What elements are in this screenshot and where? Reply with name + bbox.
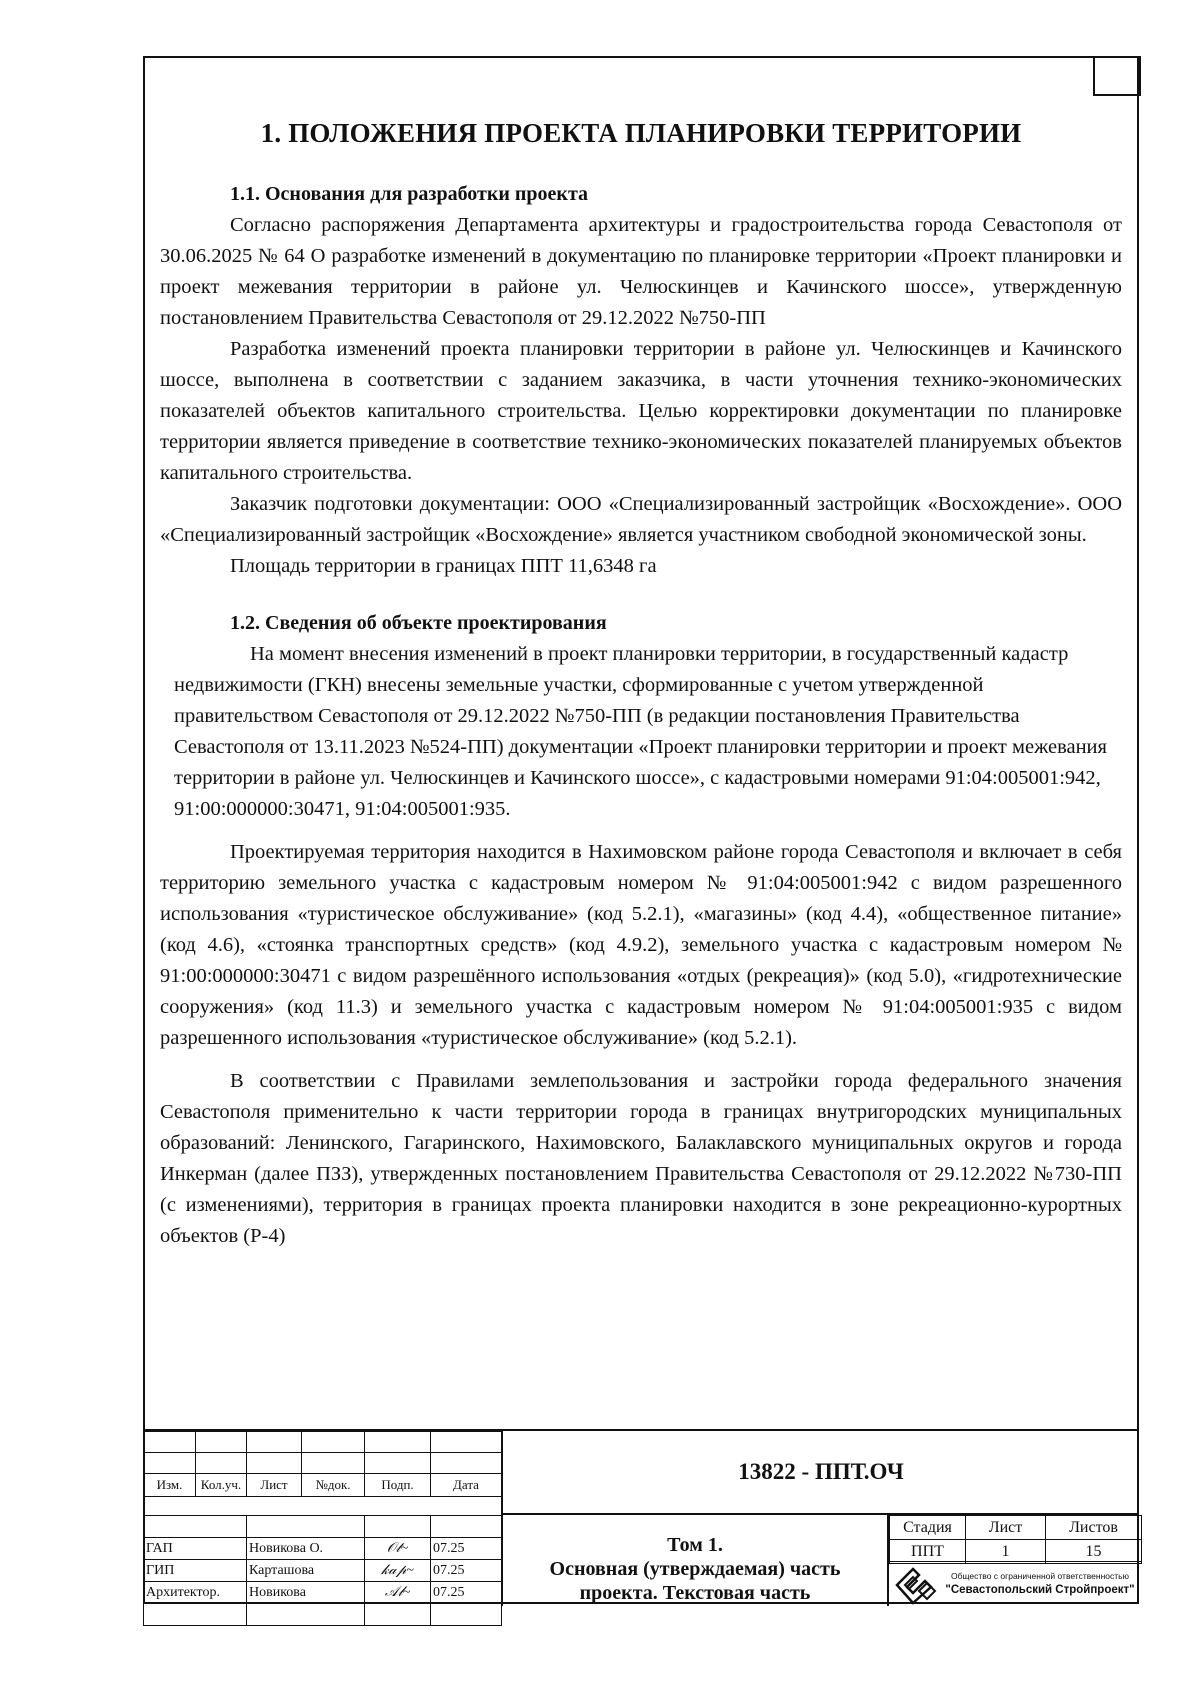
company-logo-icon <box>893 1565 939 1605</box>
signer-name: Новикова <box>247 1582 365 1604</box>
section-2-paragraph: В соответствии с Правилами землепользования и застройки города федерального значения Севастополя применительно к части территории города в границах внутригородских муниципальных образований: Ленинского, Гагаринского, Нахимовского, Балаклавского муниципальных округов и города Инкерман (далее ПЗЗ), утвержденных постановлением Правительства Севастополя от 29.12.2022 №730-ПП (с изменениями), территория в границах проекта планировки находится в зоне рекреационно-курортных объектов (Р-4) <box>160 1070 1122 1247</box>
volume-title-line: Том 1. <box>667 1534 723 1556</box>
signature-mark: 𝓀𝒶𝓅~ <box>365 1560 431 1582</box>
section-2-heading: 1.2. Сведения об объекте проектирования <box>230 612 607 634</box>
signer-date: 07.25 <box>431 1582 502 1604</box>
stage-table <box>889 1515 1142 1564</box>
document-code: 13822 - ППТ.ОЧ <box>501 1431 1139 1515</box>
section-2-paragraph: Проектируемая территория находится в Нахимовском районе города Севастополя и включает в себя территорию земельного участка с кадастровым номером № 91:04:005001:942 с видом разрешенного использования «туристическое обслуживание» (код 5.2.1), «магазины» (код 4.4), «общественное питание» (код 4.6), «стоянка транспортных средств» (код 4.9.2), земельного участка с кадастровым номером № 91:00:000000:30471 с видом разрешённого использования «отдых (рекреация)» (код 5.0), «гидротехнические сооружения» (код 11.3) и земельного участка с кадастровым номером № 91:04:005001:935 с видом разрешенного использования «туристическое обслуживание» (код 5.2.1). <box>160 841 1122 1049</box>
col-header: Изм. <box>144 1474 196 1497</box>
company-legal-form: Общество с ограниченной ответственностью <box>951 1571 1129 1581</box>
company-stamp <box>889 1561 1141 1607</box>
volume-title-line: Основная (утверждаемая) часть <box>549 1558 841 1580</box>
sheet-value: 1 <box>966 1540 1046 1564</box>
stage-block <box>887 1515 1139 1606</box>
signer-date: 07.25 <box>431 1560 502 1582</box>
col-header: Дата <box>431 1474 502 1497</box>
signer-row <box>144 1560 502 1582</box>
col-header: Лист <box>247 1474 302 1497</box>
col-header: №док. <box>302 1474 365 1497</box>
volume-title-line: проекта. Текстовая часть <box>579 1582 811 1604</box>
section-2-intro: На момент внесения изменений в проект планировки территории, в государственный кадастр недвижимости (ГКН) внесены земельные участки, сформированные с учетом утвержденной правительством Севастополя от 29.12.2022 №750-ПП (в редакции постановления Правительства Севастополя от 13.11.2023 №524-ПП) документации «Проект планировки территории и проект межевания территории в районе ул. Челюскинцев и Качинского шоссе», с кадастровыми номерами 91:04:005001:942, 91:00:000000:30471, 91:04:005001:935. <box>174 643 1107 820</box>
section-1-area: Площадь территории в границах ППТ 11,6348 га <box>230 555 657 577</box>
section-1-heading: 1.1. Основания для разработки проекта <box>230 183 589 205</box>
sheets-total-value: 15 <box>1046 1540 1142 1564</box>
section-1-paragraph: Заказчик подготовки документации: ООО «Специализированный застройщик «Восхождение». ООО «Специализированный застройщик «Восхождение» является участником свободной экономической зоны. <box>160 493 1122 546</box>
corner-box <box>1093 56 1141 96</box>
stage-header: Стадия <box>890 1516 966 1540</box>
section-1-paragraph: Согласно распоряжения Департамента архитектуры и градостроительства города Севастополя от 30.06.2025 № 64 О разработке изменений в документацию по планировке территории «Проект планировки и проект межевания территории в районе ул. Челюскинцев и Качинского шоссе», утвержденную постановлением Правительства Севастополя от 29.12.2022 №750-ПП <box>160 214 1122 329</box>
signer-name: Новикова О. <box>247 1538 365 1560</box>
title-block <box>143 1429 1139 1604</box>
document-title: 1. ПОЛОЖЕНИЯ ПРОЕКТА ПЛАНИРОВКИ ТЕРРИТОРИИ <box>260 118 1022 148</box>
signer-role: ГИП <box>144 1560 247 1582</box>
stage-header: Листов <box>1046 1516 1142 1540</box>
revision-table-area <box>143 1431 501 1604</box>
signer-date: 07.25 <box>431 1538 502 1560</box>
volume-title <box>501 1515 887 1606</box>
signer-row <box>144 1582 502 1604</box>
document-body <box>160 118 1122 1252</box>
signature-mark: 𝒜𝓁~ <box>365 1582 431 1604</box>
section-1-paragraph: Разработка изменений проекта планировки территории в районе ул. Челюскинцев и Качинского шоссе, выполнена в соответствии с заданием заказчика, в части уточнения технико-экономических показателей объектов капитального строительства. Целью корректировки документации по планировке территории является приведение в соответствие технико-экономических показателей планируемых объектов капитального строительства. <box>160 338 1122 484</box>
signer-name: Карташова <box>247 1560 365 1582</box>
signer-row <box>144 1538 502 1560</box>
col-header: Подп. <box>365 1474 431 1497</box>
signers-table <box>143 1515 502 1626</box>
col-header: Кол.уч. <box>196 1474 247 1497</box>
signer-role: Архитектор. <box>144 1582 247 1604</box>
company-name: "Севастопольский Стройпроект" <box>945 1584 1135 1596</box>
signer-role: ГАП <box>144 1538 247 1560</box>
revision-table <box>143 1431 502 1497</box>
signature-mark: 𝒪𝓉~ <box>365 1538 431 1560</box>
stage-header: Лист <box>966 1516 1046 1540</box>
stage-value: ППТ <box>890 1540 966 1564</box>
section-2-intro-block <box>160 639 1122 825</box>
